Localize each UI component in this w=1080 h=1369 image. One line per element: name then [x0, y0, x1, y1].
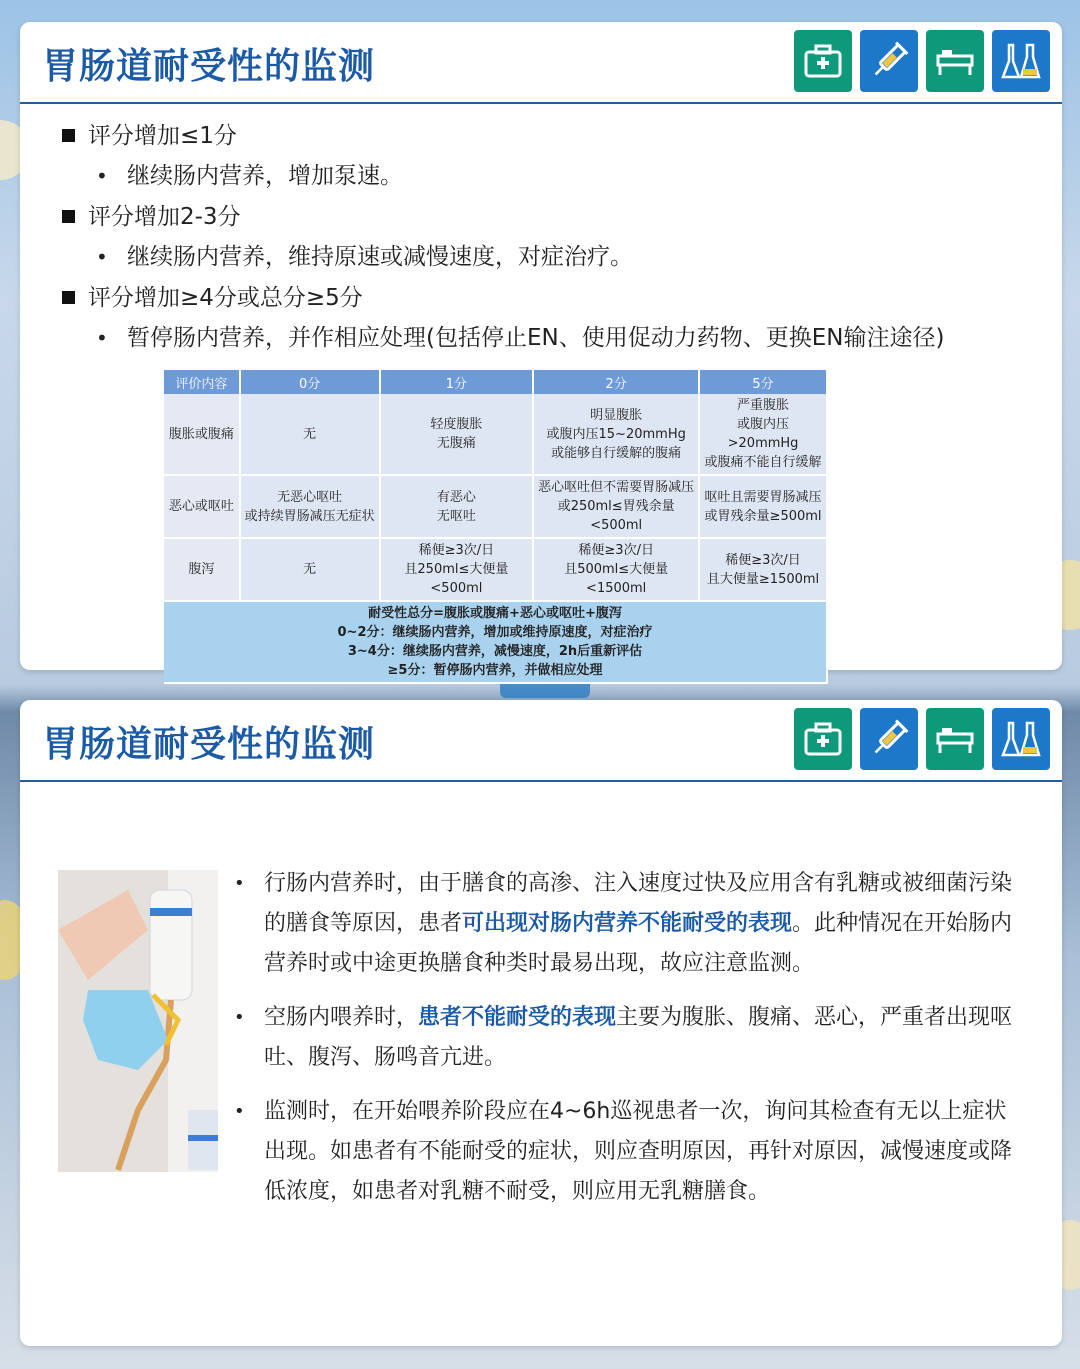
- page-title: 胃肠道耐受性的监测: [42, 46, 376, 87]
- intolerance-notes-list: [232, 864, 1022, 1226]
- table-row-label: 腹泻: [164, 538, 240, 601]
- feeding-tube-photo: [58, 870, 218, 1172]
- list-item: [232, 864, 1022, 984]
- table-cell: 无: [240, 394, 380, 475]
- panel-header: [20, 22, 1062, 104]
- table-header-cell: 0分: [240, 370, 380, 394]
- paragraph-text: 主要为腹胀、腹痛、恶心，严重者出现呕吐、腹泻、肠鸣音亢进。: [264, 1005, 1013, 1070]
- table-header-cell: 评价内容: [164, 370, 240, 394]
- table-header-cell: 5分: [699, 370, 827, 394]
- table-cell: 恶心呕吐但不需要胃肠减压 或250ml≤胃残余量<500ml: [533, 475, 699, 538]
- lab-flask-icon: [992, 30, 1050, 92]
- first-aid-kit-icon: [794, 30, 852, 92]
- table-row: [164, 538, 827, 601]
- table-row-label: 腹胀或腹痛: [164, 394, 240, 475]
- table-cell: 明显腹胀 或腹内压15~20mmHg 或能够自行缓解的腹痛: [533, 394, 699, 475]
- paragraph-text: 空肠内喂养时，: [264, 1005, 419, 1030]
- slide-panel-tolerance-scoring: [20, 22, 1062, 678]
- table-cell: 稀便≥3次/日 且500ml≤大便量<1500ml: [533, 538, 699, 601]
- rule-action: • 继续肠内营养，增加泵速。: [60, 160, 1040, 201]
- rule-action: • 暂停肠内营养，并作相应处理(包括停止EN、使用促动力药物、更换EN输注途径): [60, 322, 1040, 363]
- rule-heading: 评分增加≥4分或总分≥5分: [60, 282, 1040, 322]
- table-header-cell: 2分: [533, 370, 699, 394]
- table-header-row: [164, 370, 827, 394]
- tolerance-score-table: [164, 370, 828, 684]
- list-item: [232, 1092, 1022, 1212]
- rule-action: • 继续肠内营养，维持原速或减慢速度，对症治疗。: [60, 241, 1040, 282]
- syringe-icon: [860, 30, 918, 92]
- table-row: [164, 394, 827, 475]
- table-cell: 无恶心呕吐 或持续胃肠减压无症状: [240, 475, 380, 538]
- table-cell: 稀便≥3次/日 且大便量≥1500ml: [699, 538, 827, 601]
- rule-heading: 评分增加2-3分: [60, 201, 1040, 241]
- paragraph-text: 监测时，在开始喂养阶段应在4~6h巡视患者一次，询问其检查有无以上症状出现。如患者有不能耐受的症状，则应查明原因，再针对原因，减慢速度或降低浓度，如患者对乳糖不耐受，则应用无乳糖膳食。: [264, 1099, 1013, 1204]
- table-summary-row: [164, 601, 827, 683]
- hospital-bed-icon: [926, 30, 984, 92]
- hospital-bed-icon: [926, 708, 984, 770]
- table-cell: 有恶心 无呕吐: [380, 475, 534, 538]
- table-row-label: 恶心或呕吐: [164, 475, 240, 538]
- table-cell: 稀便≥3次/日 且250ml≤大便量<500ml: [380, 538, 534, 601]
- table-cell: 严重腹胀 或腹内压>20mmHg 或腹痛不能自行缓解: [699, 394, 827, 475]
- paragraph-text: 。此种情况在开始肠内营养时或中途更换膳食种类时最易出现，故应注意监测。: [264, 911, 1013, 976]
- table-cell: 无: [240, 538, 380, 601]
- table-header-cell: 1分: [380, 370, 534, 394]
- header-icon-row: [794, 30, 1050, 92]
- rule-heading: 评分增加≤1分: [60, 120, 1040, 160]
- scoring-rules-list: [60, 120, 1040, 363]
- highlight-text: 可出现对肠内营养不能耐受的表现: [462, 911, 793, 936]
- page-title: 胃肠道耐受性的监测: [42, 724, 376, 765]
- header-icon-row: [794, 708, 1050, 770]
- panel-header: [20, 700, 1062, 782]
- slide-panel-intolerance-signs: [20, 700, 1062, 1346]
- highlight-text: 患者不能耐受的表现: [418, 1005, 617, 1030]
- first-aid-kit-icon: [794, 708, 852, 770]
- paragraph-text: 行肠内营养时，由于膳食的高渗、注入速度过快及应用含有乳糖或被细菌污染的膳食等原因，患者: [264, 871, 1013, 936]
- list-item: [232, 998, 1022, 1078]
- syringe-icon: [860, 708, 918, 770]
- lab-flask-icon: [992, 708, 1050, 770]
- table-cell: 呕吐且需要胃肠减压 或胃残余量≥500ml: [699, 475, 827, 538]
- table-summary: 耐受性总分=腹胀或腹痛+恶心或呕吐+腹泻 0~2分：继续肠内营养，增加或维持原速度，对症治疗 3~4分：继续肠内营养，减慢速度，2h后重新评估 ≥5分：暂停肠内营养，并做相应处理: [164, 601, 827, 683]
- table-cell: 轻度腹胀 无腹痛: [380, 394, 534, 475]
- table-row: [164, 475, 827, 538]
